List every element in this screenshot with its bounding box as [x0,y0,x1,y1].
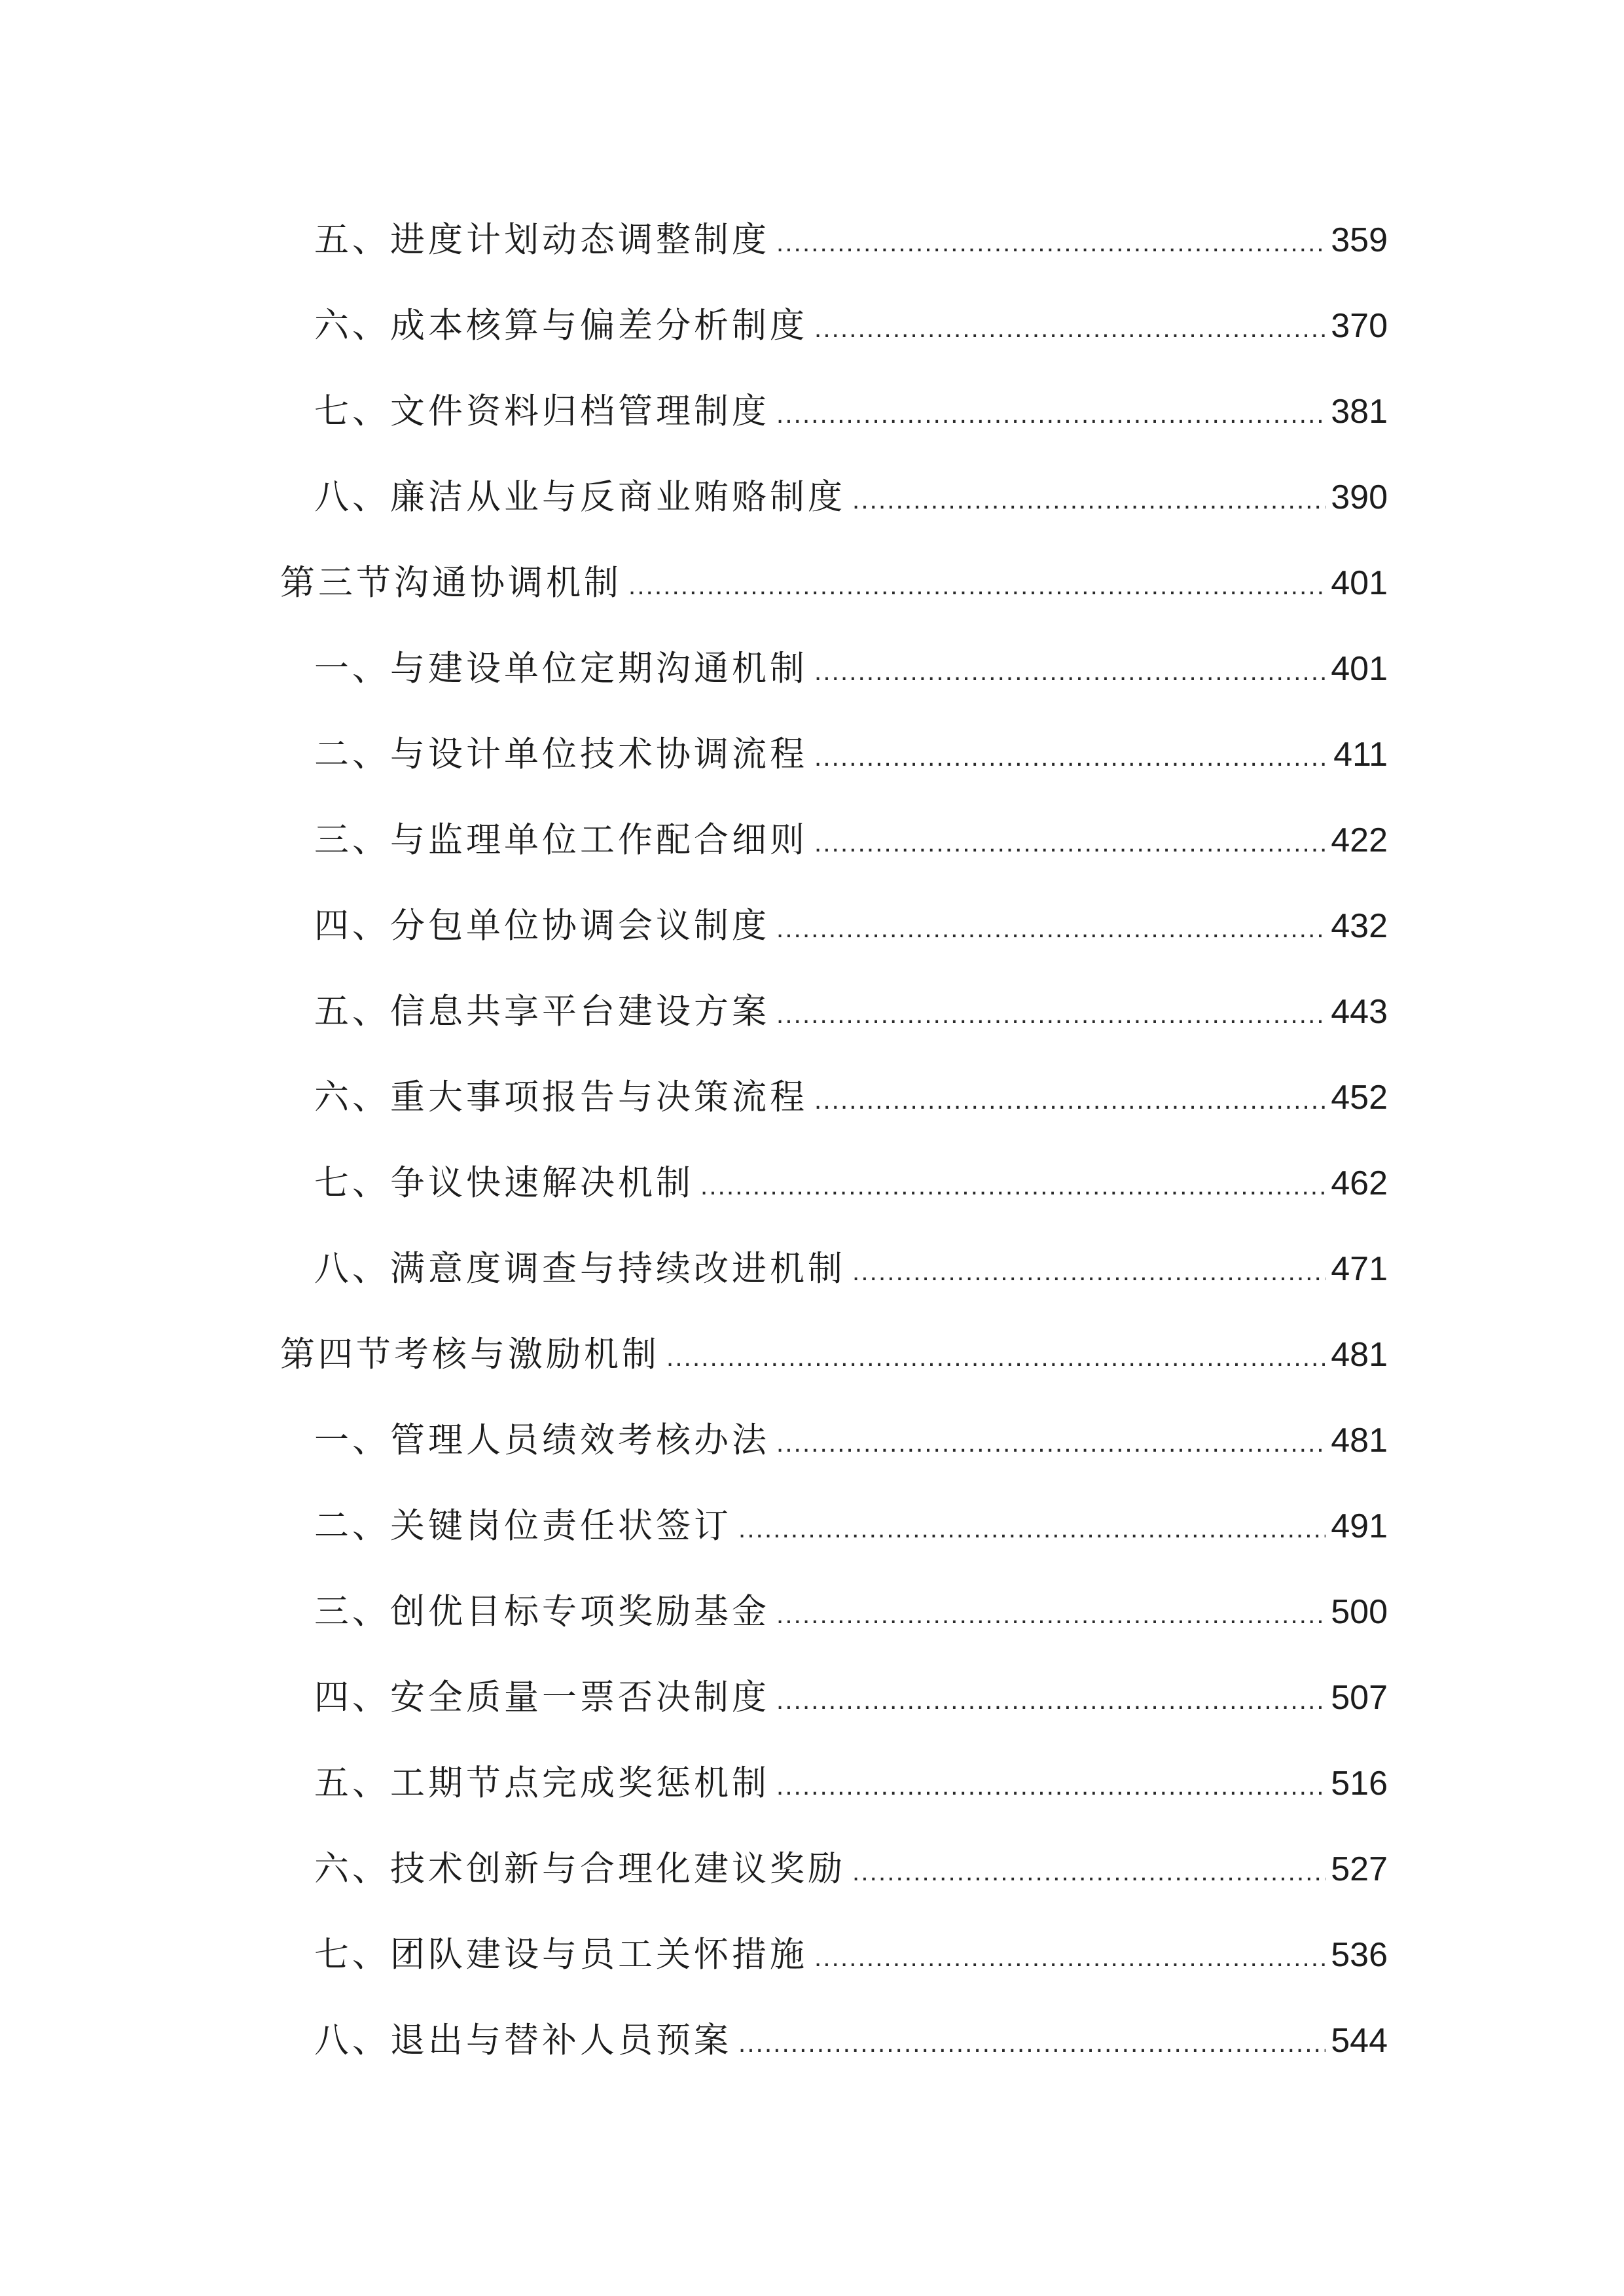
toc-section-entry [0,1312,1624,1397]
table-of-contents [0,197,1624,2083]
toc-entry-page-number: 359 [1331,221,1388,259]
toc-entry-title: 六、成本核算与偏差分析制度 [314,306,808,346]
dot-leader [852,1229,1326,1315]
toc-entry-title: 七、争议快速解决机制 [314,1163,694,1203]
toc-item-entry [0,1226,1624,1312]
dot-leader [852,457,1326,543]
dot-leader [776,372,1326,457]
toc-item-entry [0,711,1624,797]
toc-entry-title: 八、廉洁从业与反商业贿赂制度 [314,477,846,517]
toc-item-entry [0,454,1624,540]
toc-item-entry [0,969,1624,1054]
toc-entry-page-number: 544 [1331,2022,1388,2060]
toc-entry-title: 二、关键岗位责任状签订 [314,1506,732,1546]
toc-entry-title: 一、管理人员绩效考核办法 [314,1420,770,1460]
toc-item-entry [0,626,1624,711]
toc-entry-page-number: 370 [1331,307,1388,345]
toc-item-entry [0,1826,1624,1912]
toc-item-entry [0,197,1624,283]
toc-entry-title: 第四节考核与激励机制 [280,1335,660,1374]
dot-leader [776,1658,1326,1744]
dot-leader [776,200,1326,286]
dot-leader [738,1486,1326,1572]
dot-leader [666,1315,1326,1401]
dot-leader [776,886,1326,972]
toc-entry-title: 四、分包单位协调会议制度 [314,906,770,946]
toc-item-entry [0,1655,1624,1740]
toc-entry-title: 第三节沟通协调机制 [280,563,622,603]
toc-entry-page-number: 401 [1331,564,1388,602]
toc-item-entry [0,1397,1624,1483]
toc-item-entry [0,1483,1624,1569]
toc-item-entry [0,1054,1624,1140]
dot-leader [700,1143,1326,1229]
dot-leader [814,800,1326,886]
toc-entry-title: 六、技术创新与合理化建议奖励 [314,1849,846,1889]
toc-entry-page-number: 507 [1331,1679,1388,1717]
dot-leader [776,1401,1326,1486]
toc-item-entry [0,797,1624,883]
toc-entry-page-number: 481 [1331,1422,1388,1460]
toc-entry-page-number: 443 [1331,993,1388,1031]
dot-leader [738,2001,1326,2087]
toc-entry-title: 六、重大事项报告与决策流程 [314,1077,808,1117]
toc-entry-page-number: 401 [1331,650,1388,688]
toc-item-entry [0,1998,1624,2083]
toc-entry-title: 七、团队建设与员工关怀措施 [314,1935,808,1975]
toc-entry-page-number: 411 [1333,736,1388,774]
toc-entry-page-number: 536 [1331,1936,1388,1974]
toc-entry-title: 二、与设计单位技术协调流程 [314,734,808,774]
toc-item-entry [0,1912,1624,1998]
toc-entry-page-number: 432 [1331,907,1388,945]
dot-leader [628,543,1326,629]
dot-leader [814,286,1326,372]
toc-entry-page-number: 452 [1331,1079,1388,1117]
dot-leader [814,629,1326,715]
toc-section-entry [0,540,1624,626]
toc-item-entry [0,1140,1624,1226]
toc-entry-page-number: 500 [1331,1593,1388,1631]
toc-entry-page-number: 471 [1331,1250,1388,1288]
dot-leader [814,1058,1326,1143]
toc-item-entry [0,883,1624,969]
toc-entry-page-number: 527 [1331,1850,1388,1888]
toc-entry-title: 三、与监理单位工作配合细则 [314,820,808,860]
toc-item-entry [0,368,1624,454]
toc-entry-title: 七、文件资料归档管理制度 [314,391,770,431]
dot-leader [852,1829,1326,1915]
toc-entry-title: 四、安全质量一票否决制度 [314,1677,770,1717]
toc-entry-page-number: 462 [1331,1164,1388,1202]
toc-entry-page-number: 422 [1331,821,1388,859]
toc-entry-title: 五、工期节点完成奖惩机制 [314,1763,770,1803]
toc-item-entry [0,283,1624,368]
toc-entry-title: 八、满意度调查与持续改进机制 [314,1249,846,1289]
toc-entry-page-number: 516 [1331,1765,1388,1803]
toc-entry-title: 三、创优目标专项奖励基金 [314,1592,770,1632]
toc-entry-title: 五、进度计划动态调整制度 [314,220,770,260]
dot-leader [814,1915,1326,2001]
toc-entry-title: 八、退出与替补人员预案 [314,2020,732,2060]
dot-leader [776,1744,1326,1829]
toc-entry-title: 一、与建设单位定期沟通机制 [314,649,808,689]
toc-item-entry [0,1569,1624,1655]
toc-entry-page-number: 381 [1331,393,1388,431]
dot-leader [776,1572,1326,1658]
toc-item-entry [0,1740,1624,1826]
dot-leader [776,972,1326,1058]
toc-entry-page-number: 390 [1331,478,1388,516]
toc-entry-page-number: 491 [1331,1507,1388,1545]
toc-entry-title: 五、信息共享平台建设方案 [314,992,770,1031]
toc-entry-page-number: 481 [1331,1336,1388,1374]
dot-leader [814,715,1328,800]
